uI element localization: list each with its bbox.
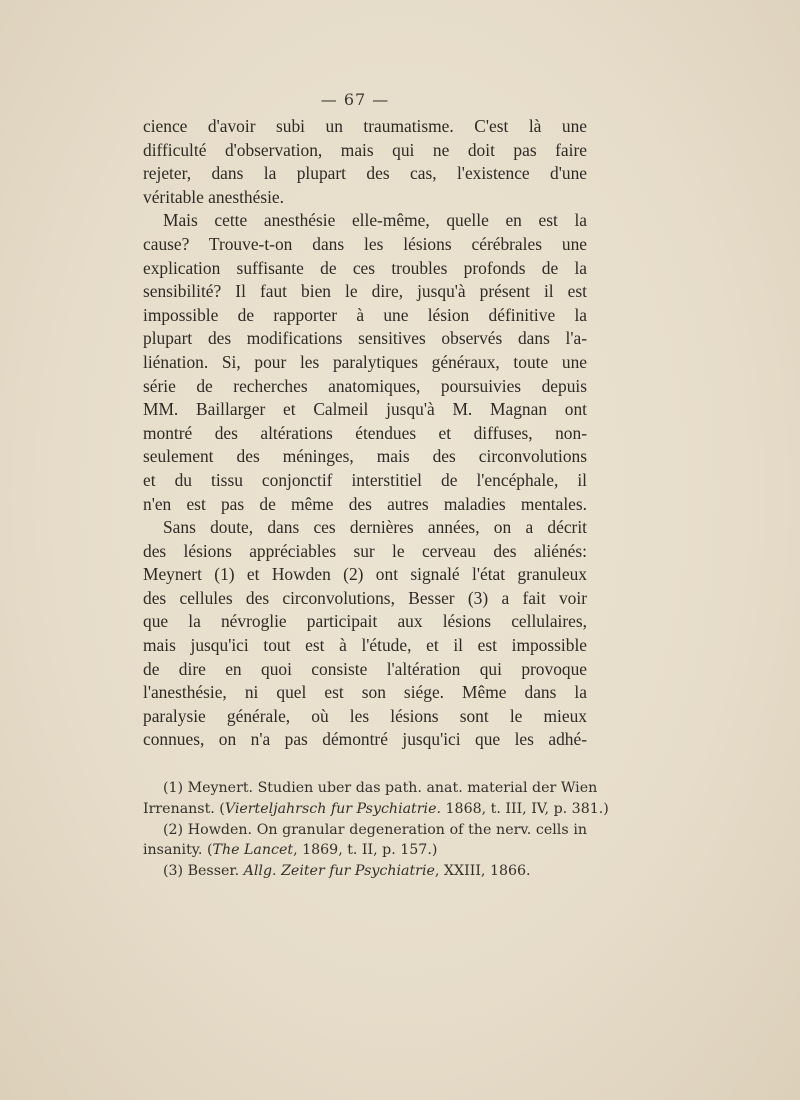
body-line: seulement des méninges, mais des circonvolutions [143,446,587,467]
body-line: rejeter, dans la plupart des cas, l'existence d'une [143,163,587,184]
body-line: connues, on n'a pas démontré jusqu'ici que les adhé- [143,729,587,750]
footnote-2-line-2 [143,840,587,861]
body-line: plupart des modifications sensitives observés dans l'a- [143,328,587,349]
footnote-3-text: (3) Besser. [163,863,244,880]
footnote-1-line-2 [143,799,609,820]
body-line: véritable anesthésie. [143,186,284,207]
footnote-3 [143,861,587,882]
body-line: impossible de rapporter à une lésion définitive la [143,304,587,325]
footnote-1-line-1: (1) Meynert. Studien uber das path. anat. material der Wien [163,780,598,796]
body-line: Sans doute, dans ces dernières années, on a décrit [163,517,587,538]
body-line: Mais cette anesthésie elle-même, quelle en est la [163,210,587,231]
body-line: des lésions appréciables sur le cerveau des aliénés: [143,540,587,561]
body-text [143,115,587,752]
body-line: cience d'avoir subi un traumatisme. C'est là une [143,116,587,136]
footnote-2-text: insanity. ( [143,842,213,859]
page-number: — 67 — [320,90,390,109]
body-line: explication suffisante de ces troubles profonds de la [143,257,587,278]
body-line: Meynert (1) et Howden (2) ont signalé l'état granuleux [143,564,587,585]
body-line: liénation. Si, pour les paralytiques généraux, toute une [143,351,587,372]
footnote-2-citation: , 1869, t. II, p. 157.) [293,842,438,859]
body-line: cause? Trouve-t-on dans les lésions cérébrales une [143,233,587,254]
footnote-2-journal: The Lancet [212,842,294,859]
body-line: mais jusqu'ici tout est à l'étude, et il est impossible [143,635,587,656]
body-line: n'en est pas de même des autres maladies mentales. [143,493,587,514]
body-line: MM. Baillarger et Calmeil jusqu'à M. Magnan ont [143,399,587,420]
body-line: et du tissu conjonctif interstitiel de l'encéphale, il [143,469,587,490]
body-line: difficulté d'observation, mais qui ne doit pas faire [143,139,587,160]
footnote-1-journal: Vierteljahrsch fur Psychiatrie. [224,800,441,817]
footnote-1-citation: 1868, t. III, IV, p. 381.) [441,800,609,817]
body-line: des cellules des circonvolutions, Besser (3) a fait voir [143,587,587,608]
body-line: de dire en quoi consiste l'altération qui provoque [143,658,587,679]
footnote-3-citation: , XXIII, 1866. [434,863,531,880]
footnotes [143,778,609,882]
footnote-1-text: Irrenanst. ( [143,800,225,817]
body-line: série de recherches anatomiques, poursuivies depuis [143,375,587,396]
footnote-3-journal: Allg. Zeiter fur Psychiatrie [243,863,435,880]
footnote-2-line-1: (2) Howden. On granular degeneration of the nerv. cells in [163,821,587,838]
body-line: sensibilité? Il faut bien le dire, jusqu'à présent il est [143,281,587,302]
body-line: montré des altérations étendues et diffuses, non- [143,422,587,443]
body-line: l'anesthésie, ni quel est son siége. Même dans la [143,682,587,703]
body-line: paralysie générale, où les lésions sont le mieux [143,705,587,726]
body-line: que la névroglie participait aux lésions cellulaires, [143,611,587,632]
